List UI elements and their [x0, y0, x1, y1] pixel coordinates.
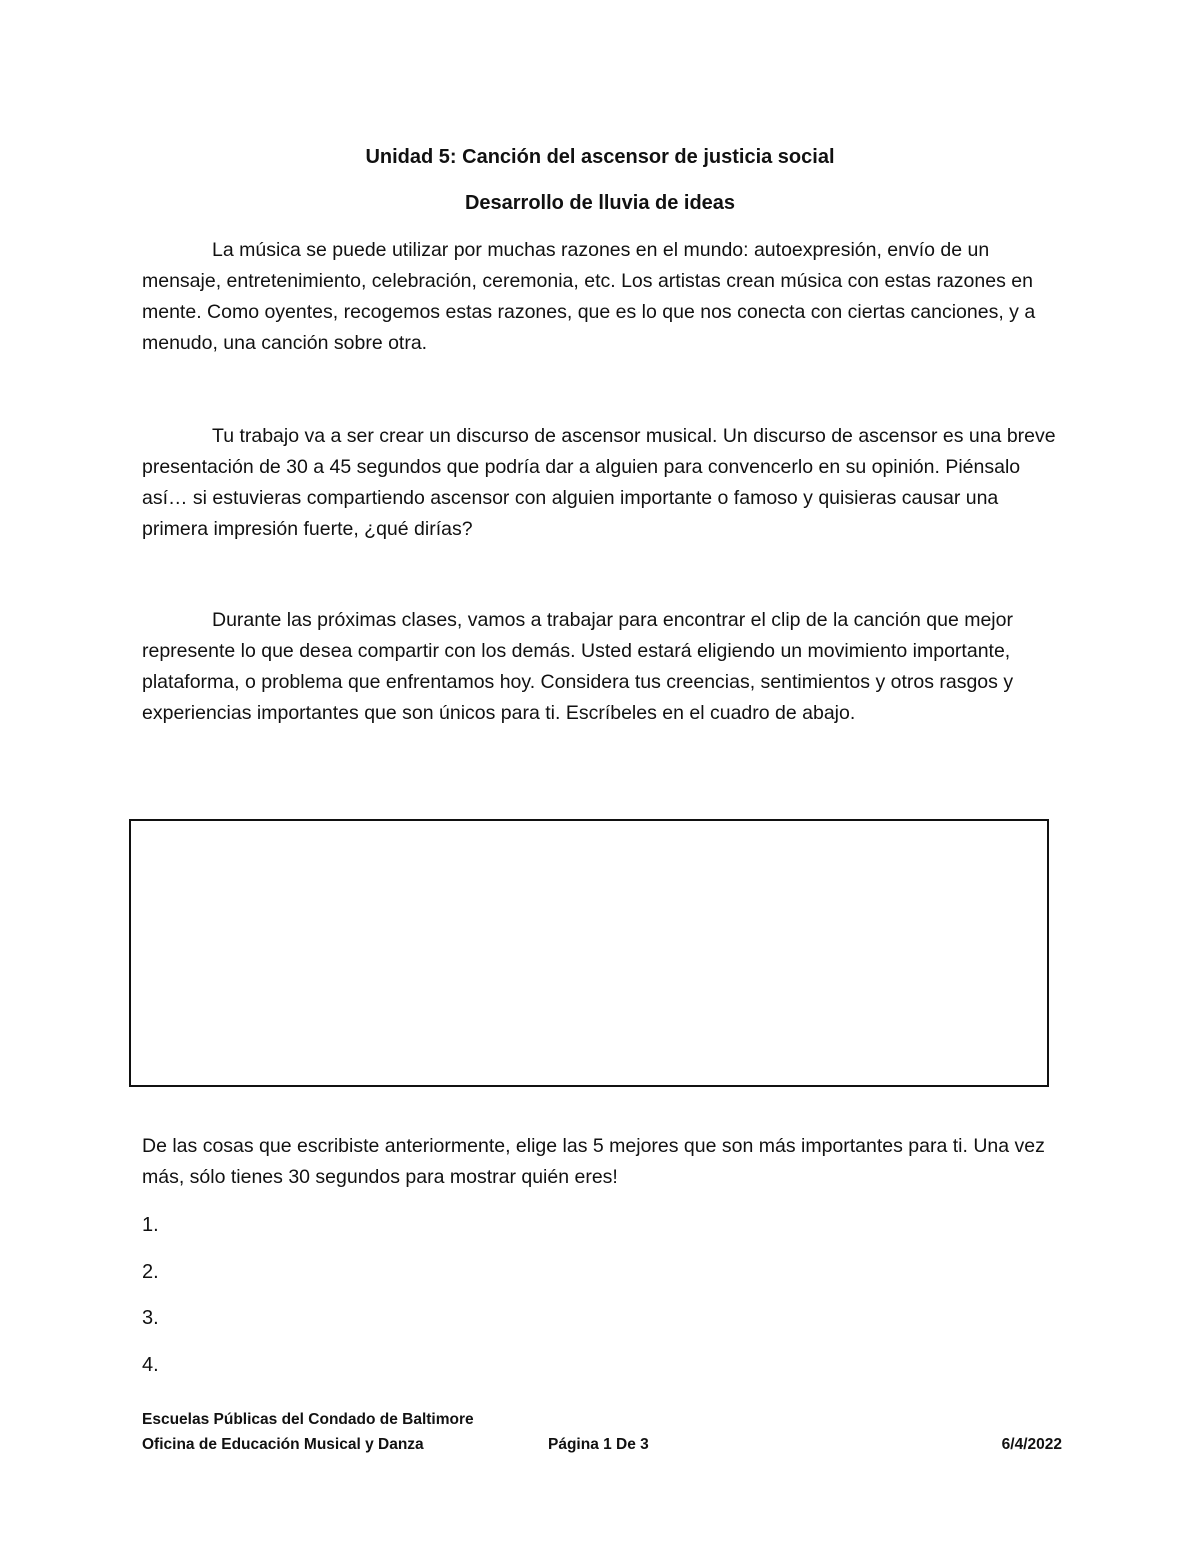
paragraph-instructions-text: Durante las próximas clases, vamos a trabajar para encontrar el clip de la canción que mejor represente lo que desea compartir con los demás. Usted estará eligiendo un movimiento importante, plataforma, o problema que enfrentamos hoy. Considera tus creencias, sentimientos y otros rasgos y experiencias importantes que son únicos para ti. Escríbeles en el cuadro de abajo. [142, 609, 1014, 724]
paragraph-intro [142, 235, 1062, 359]
list-item: 2. [142, 1260, 159, 1283]
footer-date: 6/4/2022 [1001, 1436, 1062, 1453]
footer-line [142, 1436, 1062, 1454]
paragraph-instructions [142, 605, 1062, 729]
paragraph-task-text: Tu trabajo va a ser crear un discurso de ascensor musical. Un discurso de ascensor es una breve presentación de 30 a 45 segundos que podría dar a alguien para convencerlo en su opinión. Piénsalo así… si estuvieras compartiendo ascensor con alguien importante o famoso y quisieras causar una primera impresión fuerte, ¿qué dirías? [142, 425, 1056, 540]
footer-office: Oficina de Educación Musical y Danza [142, 1436, 424, 1453]
top-five-list [142, 1210, 159, 1396]
footer-organization: Escuelas Públicas del Condado de Baltimore [142, 1411, 474, 1428]
paragraph-intro-text: La música se puede utilizar por muchas razones en el mundo: autoexpresión, envío de un mensaje, entretenimiento, celebración, ceremonia, etc. Los artistas crean música con estas razones en mente. Como oyentes, recogemos estas razones, que es lo que nos conecta con ciertas canciones, y a menudo, una canción sobre otra. [142, 239, 1036, 354]
paragraph-task [142, 421, 1062, 545]
document-subtitle: Desarrollo de lluvia de ideas [464, 192, 736, 214]
list-item: 3. [142, 1307, 159, 1329]
list-item: 4. [142, 1353, 159, 1376]
paragraph-top-five: De las cosas que escribiste anteriormente, elige las 5 mejores que son más importantes para ti. Una vez más, sólo tienes 30 segundos para mostrar quién eres! [142, 1135, 1045, 1188]
footer-page-number: Página 1 De 3 [548, 1436, 649, 1453]
list-item: 1. [142, 1214, 159, 1236]
document-title: Unidad 5: Canción del ascensor de justicia social [365, 146, 835, 168]
brainstorm-answer-box[interactable] [129, 819, 1049, 1087]
